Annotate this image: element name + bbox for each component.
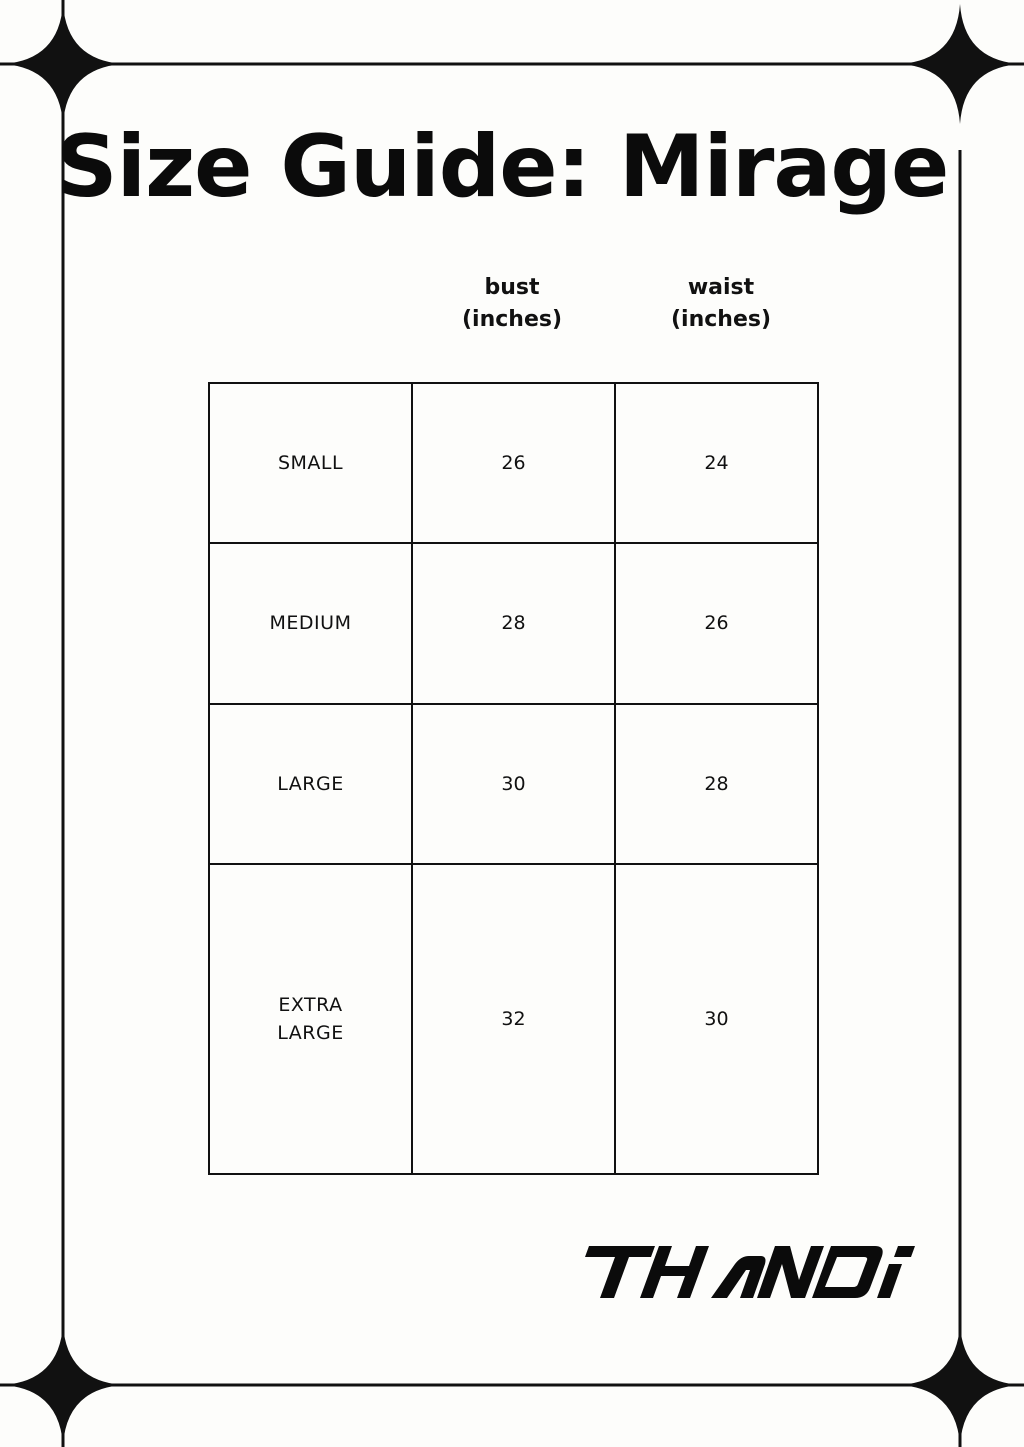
waist-cell: 26 bbox=[615, 543, 818, 703]
waist-cell: 30 bbox=[615, 864, 818, 1174]
column-header-waist bbox=[621, 272, 821, 336]
table-row bbox=[209, 543, 818, 703]
brand-logo bbox=[585, 1244, 918, 1300]
size-label: MEDIUM bbox=[269, 612, 352, 635]
size-cell bbox=[209, 864, 412, 1174]
size-cell bbox=[209, 383, 412, 543]
column-header-waist-unit: (inches) bbox=[670, 307, 772, 332]
page-title: Size Guide: Mirage bbox=[55, 117, 949, 217]
table-row bbox=[209, 864, 818, 1174]
star-icon-top-left bbox=[3, 4, 123, 124]
column-header-bust-label: bust bbox=[484, 275, 540, 300]
table-row bbox=[209, 383, 818, 543]
table-row bbox=[209, 704, 818, 864]
bust-cell: 28 bbox=[412, 543, 615, 703]
waist-cell: 24 bbox=[615, 383, 818, 543]
size-label: SMALL bbox=[277, 452, 344, 475]
column-header-bust bbox=[412, 272, 612, 336]
size-label: EXTRA LARGE bbox=[277, 993, 344, 1044]
size-cell bbox=[209, 704, 412, 864]
column-header-bust-unit: (inches) bbox=[461, 307, 563, 332]
waist-cell: 28 bbox=[615, 704, 818, 864]
size-cell bbox=[209, 543, 412, 703]
star-icon-top-right bbox=[900, 4, 1020, 124]
star-icon-bottom-right bbox=[900, 1325, 1020, 1445]
size-label: LARGE bbox=[277, 772, 344, 795]
bust-cell: 26 bbox=[412, 383, 615, 543]
star-icon-bottom-left bbox=[3, 1325, 123, 1445]
bust-cell: 32 bbox=[412, 864, 615, 1174]
size-table bbox=[208, 382, 819, 1175]
bust-cell: 30 bbox=[412, 704, 615, 864]
column-header-waist-label: waist bbox=[687, 275, 755, 300]
